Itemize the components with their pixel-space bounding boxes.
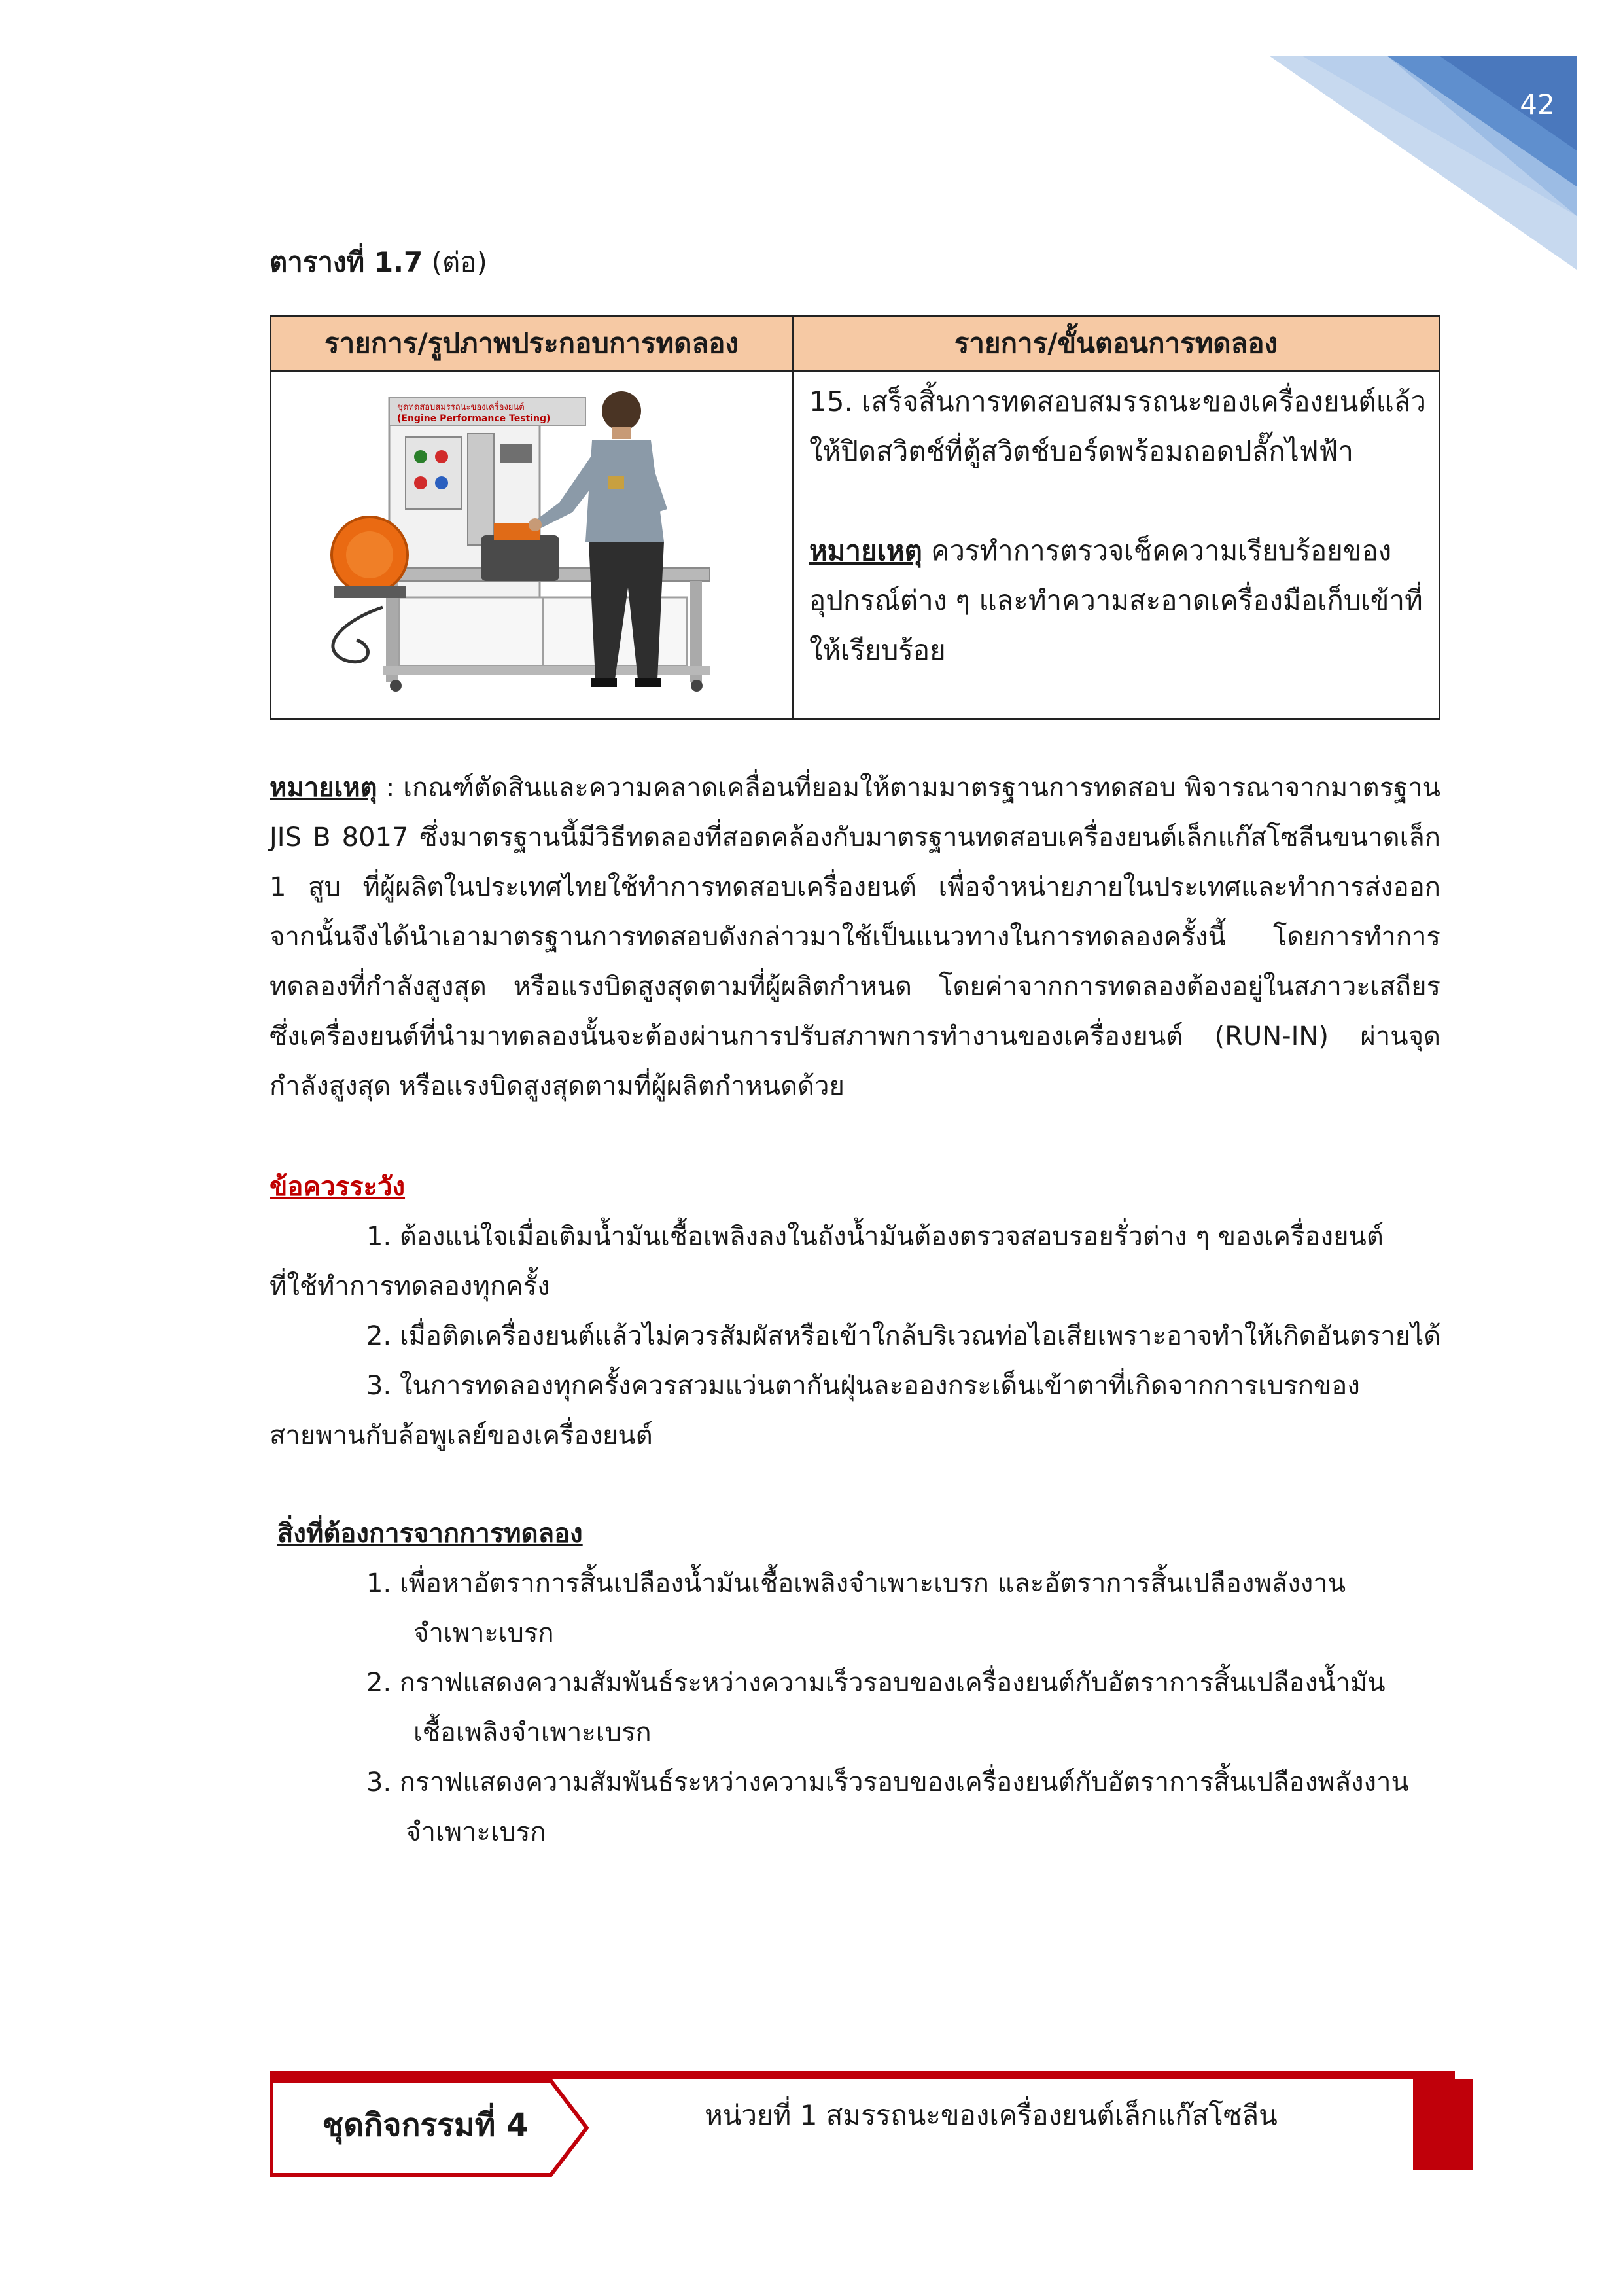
step-note-line1: ควรทำการตรวจเช็คความเรียบร้อยของ <box>922 535 1392 567</box>
table-header-steps: รายการ/ขั้นตอนการทดลอง <box>793 317 1440 371</box>
engine-test-bench-photo <box>271 372 792 713</box>
footer-bar <box>270 2071 1455 2079</box>
bench-label-thai: ชุดทดสอบสมรรถนะของเครื่องยนต์ <box>397 402 525 412</box>
step-note <box>809 526 1427 576</box>
table-header-image: รายการ/รูปภาพประกอบการทดลอง <box>271 317 793 371</box>
step-15-line2: ให้ปิดสวิตช์ที่ตู้สวิตช์บอร์ดพร้อมถอดปลั๊กไฟฟ้า <box>809 435 1353 467</box>
outcome-item-2-line1: 2. กราฟแสดงความสัมพันธ์ระหว่างความเร็วรอบของเครื่องยนต์กับอัตราการสิ้นเปลืองน้ำมัน <box>366 1668 1386 1698</box>
caution-item-3-line2: สายพานกับล้อพูเลย์ของเครื่องยนต์ <box>270 1421 653 1451</box>
page-number: 42 <box>1520 88 1555 120</box>
table-caption-suffix: (ต่อ) <box>431 246 487 278</box>
caution-item-1-line1: 1. ต้องแน่ใจเมื่อเติมน้ำมันเชื้อเพลิงลงในถังน้ำมันต้องตรวจสอบรอยรั่วต่าง ๆ ของเครื่องยนต์ <box>366 1222 1384 1252</box>
step-cell <box>793 371 1440 720</box>
caution-item-3-line1: 3. ในการทดลองทุกครั้งควรสวมแว่นตากันฝุ่นละอองกระเด็นเข้าตาที่เกิดจากการเบรกของ <box>366 1371 1360 1401</box>
bench-label-english: (Engine Performance Testing) <box>397 414 551 424</box>
step-note-line3: ให้เรียบร้อย <box>809 634 946 666</box>
corner-decoration <box>0 0 1623 275</box>
outcome-item-2-line2: เชื้อเพลิงจำเพาะเบรก <box>413 1718 652 1748</box>
step-note-line2: อุปกรณ์ต่าง ๆ และทำความสะอาดเครื่องมือเก็บเข้าที่ <box>809 584 1423 616</box>
table-caption-label: ตารางที่ 1.7 <box>270 246 423 278</box>
caution-heading: ข้อควรระวัง <box>270 1172 406 1202</box>
experiment-table <box>270 315 1440 720</box>
caution-item-2: 2. เมื่อติดเครื่องยนต์แล้วไม่ควรสัมผัสหรือเข้าใกล้บริเวณท่อไอเสียเพราะอาจทำให้เกิดอันตรายได้ <box>366 1321 1441 1351</box>
footer-activity-title: ชุดกิจกรรมที่ 4 <box>322 2107 529 2144</box>
outcomes-heading: สิ่งที่ต้องการจากการทดลอง <box>277 1519 583 1549</box>
remark-label: หมายเหตุ <box>270 773 377 803</box>
image-cell <box>271 371 793 720</box>
outcome-item-1-line2: จำเพาะเบรก <box>413 1618 554 1648</box>
outcome-item-3-line2: จำเพาะเบรก <box>406 1817 546 1847</box>
step-15-line1: 15. เสร็จสิ้นการทดสอบสมรรถนะของเครื่องยนต์แล้ว <box>809 385 1427 417</box>
footer-tab <box>1413 2079 1473 2170</box>
remark-paragraph <box>270 763 1440 1111</box>
footer-unit-title: หน่วยที่ 1 สมรรถนะของเครื่องยนต์เล็กแก๊สโซลีน <box>705 2099 1278 2131</box>
caution-item-1-line2: ที่ใช้ทำการทดลองทุกครั้ง <box>270 1271 550 1301</box>
step-note-label: หมายเหตุ <box>809 535 922 567</box>
table-caption <box>270 241 487 284</box>
remark-text: : เกณฑ์ตัดสินและความคลาดเคลื่อนที่ยอมให้ตามมาตรฐานการทดสอบ พิจารณาจากมาตรฐาน JIS B 8017 ซึ่งมาตรฐานนี้มีวิธีทดลองที่สอดคล้องกับมาตรฐานทดสอบเครื่องยนต์เล็กแก๊สโซลีนขนาดเล็ก 1 สูบ ที่ผู้ผลิตในประเทศไทยใช้ทำการทดสอบเครื่องยนต์ เพื่อจำหน่ายภายในประเทศและทำการส่งออก จากนั้นจึงได้นำเอามาตรฐานการทดสอบดังกล่าวมาใช้เป็นแนวทางในการทดลองครั้งนี้ โดยการทำการทดลองที่กำลังสูงสุด หรือแรงบิดสูงสุดตามที่ผู้ผลิตกำหนด โดยค่าจากการทดลองต้องอยู่ในสภาวะเสถียร ซึ่งเครื่องยนต์ที่นำมาทดลองนั้นจะต้องผ่านการปรับสภาพการทำงานของเครื่องยนต์ (RUN-IN) ผ่านจุดกำลังสูงสุด หรือแรงบิดสูงสุดตามที่ผู้ผลิตกำหนดด้วย <box>270 773 1440 1101</box>
outcome-item-1-line1: 1. เพื่อหาอัตราการสิ้นเปลืองน้ำมันเชื้อเพลิงจำเพาะเบรก และอัตราการสิ้นเปลืองพลังงาน <box>366 1568 1346 1598</box>
outcome-item-3-line1: 3. กราฟแสดงความสัมพันธ์ระหว่างความเร็วรอบของเครื่องยนต์กับอัตราการสิ้นเปลืองพลังงาน <box>366 1767 1409 1797</box>
